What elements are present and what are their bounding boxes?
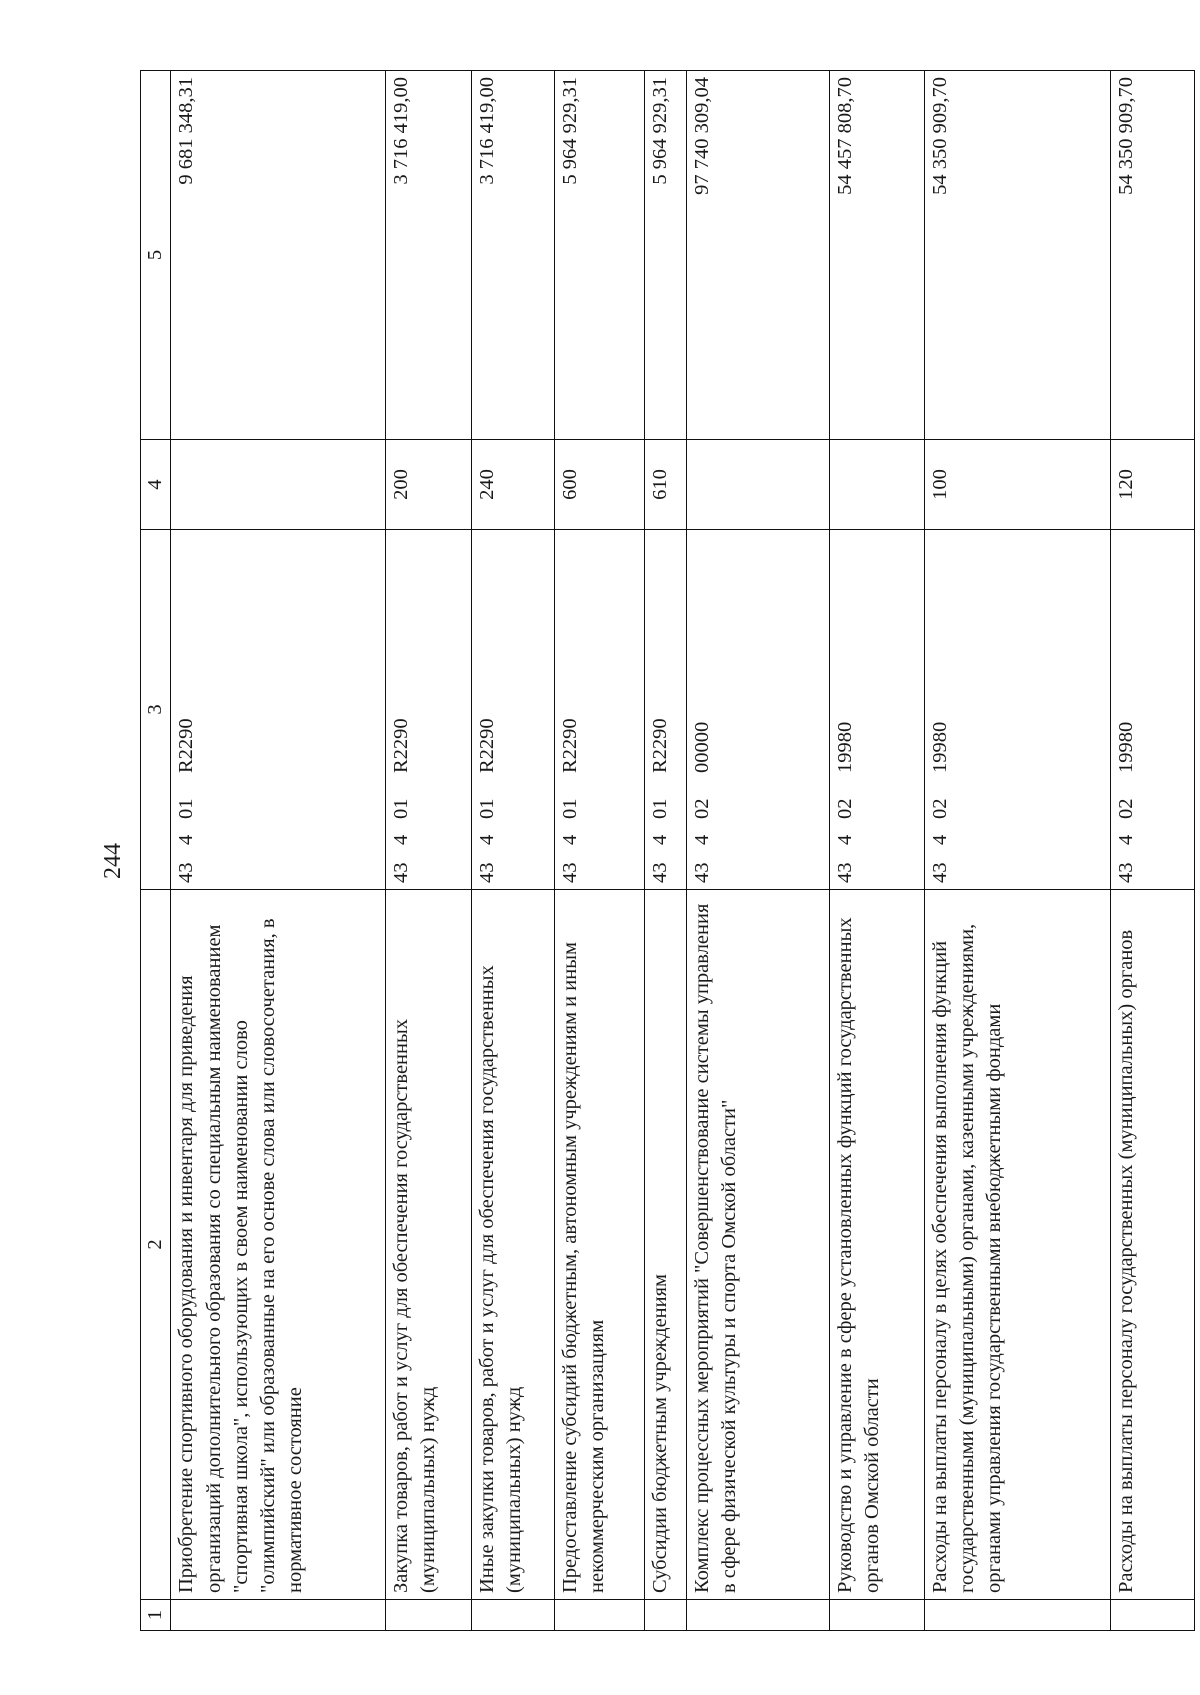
code-part: R2290 xyxy=(475,718,498,773)
expense-type-cell xyxy=(829,440,924,530)
code-cell xyxy=(687,530,829,890)
expense-type-cell: 100 xyxy=(924,440,1110,530)
header-col-5: 5 xyxy=(141,71,171,440)
row-number-cell xyxy=(386,1600,472,1631)
description-cell: Приобретение спортивного оборудования и инвентаря для приведения организаций дополнительного образования со специальным наименованием "спортивная школа", использующих в своем наименовании слово "олимпийский" или образованные на его основе слова или словосочетания, в нормативное состояние xyxy=(171,890,386,1600)
description-cell: Расходы на выплаты персоналу государственных (муниципальных) органов xyxy=(1110,890,1194,1600)
expense-type-cell: 120 xyxy=(1110,440,1194,530)
code-cell xyxy=(386,530,472,890)
code-part: 43 xyxy=(1114,862,1137,883)
code-part: 43 xyxy=(475,862,498,883)
amount-cell: 5 964 929,31 xyxy=(644,71,687,440)
row-number-cell xyxy=(471,1600,554,1631)
row-number-cell xyxy=(171,1600,386,1631)
code-part: 01 xyxy=(648,798,671,819)
description-cell: Руководство и управление в сфере установленных функций государственных органов Омской области xyxy=(829,890,924,1600)
code-part: 02 xyxy=(691,798,714,819)
code-part: 43 xyxy=(648,862,671,883)
code-part: 02 xyxy=(928,798,951,819)
table-row xyxy=(555,71,645,1631)
row-number-cell xyxy=(829,1600,924,1631)
code-cell xyxy=(471,530,554,890)
code-part: 00000 xyxy=(691,721,714,773)
table-row xyxy=(687,71,829,1631)
code-part: 4 xyxy=(175,834,198,845)
code-part: R2290 xyxy=(559,718,582,773)
code-part: 4 xyxy=(475,834,498,845)
table-row xyxy=(644,71,687,1631)
amount-cell: 54 350 909,70 xyxy=(1110,71,1194,440)
code-part: R2290 xyxy=(175,718,198,773)
code-part: 01 xyxy=(475,798,498,819)
amount-cell: 54 457 808,70 xyxy=(829,71,924,440)
code-part: 4 xyxy=(390,834,413,845)
code-part: 4 xyxy=(928,834,951,845)
amount-cell: 97 740 309,04 xyxy=(687,71,829,440)
code-part: 01 xyxy=(390,798,413,819)
header-row xyxy=(141,71,171,1631)
expense-type-cell: 610 xyxy=(644,440,687,530)
code-cell xyxy=(644,530,687,890)
code-part: 43 xyxy=(691,862,714,883)
code-part: 19980 xyxy=(928,721,951,773)
header-col-4: 4 xyxy=(141,440,171,530)
amount-cell: 54 350 909,70 xyxy=(924,71,1110,440)
code-part: 4 xyxy=(1114,834,1137,845)
expense-type-cell xyxy=(687,440,829,530)
table-row xyxy=(829,71,924,1631)
amount-cell: 3 716 419,00 xyxy=(386,71,472,440)
code-part: 43 xyxy=(833,862,856,883)
table-row xyxy=(171,71,386,1631)
expense-type-cell: 600 xyxy=(555,440,645,530)
description-cell: Предоставление субсидий бюджетным, автономным учреждениям и иным некоммерческим организациям xyxy=(555,890,645,1600)
code-cell xyxy=(555,530,645,890)
code-part: 02 xyxy=(1114,798,1137,819)
description-cell: Расходы на выплаты персоналу в целях обеспечения выполнения функций государственными (муниципальными) органами, казенными учреждениями, органами управления государственными внебюджетными фондами xyxy=(924,890,1110,1600)
row-number-cell xyxy=(555,1600,645,1631)
row-number-cell xyxy=(687,1600,829,1631)
budget-table-container xyxy=(140,71,1195,1631)
code-part: R2290 xyxy=(390,718,413,773)
code-part: 43 xyxy=(175,862,198,883)
amount-cell: 3 716 419,00 xyxy=(471,71,554,440)
code-cell xyxy=(924,530,1110,890)
code-part: 4 xyxy=(559,834,582,845)
description-cell: Комплекс процессных мероприятий "Совершенствование системы управления в сфере физической культуры и спорта Омской области" xyxy=(687,890,829,1600)
header-col-2: 2 xyxy=(141,890,171,1600)
table-row xyxy=(1110,71,1194,1631)
expense-type-cell: 240 xyxy=(471,440,554,530)
expense-type-cell: 200 xyxy=(386,440,472,530)
row-number-cell xyxy=(644,1600,687,1631)
code-part: 01 xyxy=(175,798,198,819)
code-part: 19980 xyxy=(833,721,856,773)
amount-cell: 5 964 929,31 xyxy=(555,71,645,440)
header-col-1: 1 xyxy=(141,1600,171,1631)
amount-cell: 9 681 348,31 xyxy=(171,71,386,440)
code-part: R2290 xyxy=(648,718,671,773)
code-part: 43 xyxy=(559,862,582,883)
description-cell: Иные закупки товаров, работ и услуг для обеспечения государственных (муниципальных) нужд xyxy=(471,890,554,1600)
description-cell: Закупка товаров, работ и услуг для обеспечения государственных (муниципальных) нужд xyxy=(386,890,472,1600)
code-part: 43 xyxy=(390,862,413,883)
code-part: 4 xyxy=(833,834,856,845)
description-cell: Субсидии бюджетным учреждениям xyxy=(644,890,687,1600)
header-col-3: 3 xyxy=(141,530,171,890)
row-number-cell xyxy=(1110,1600,1194,1631)
code-part: 19980 xyxy=(1114,721,1137,773)
code-cell xyxy=(1110,530,1194,890)
table-row xyxy=(924,71,1110,1631)
code-part: 01 xyxy=(559,798,582,819)
code-part: 4 xyxy=(648,834,671,845)
code-part: 02 xyxy=(833,798,856,819)
table-row xyxy=(386,71,472,1631)
row-number-cell xyxy=(924,1600,1110,1631)
budget-table xyxy=(140,70,1195,1631)
code-cell xyxy=(829,530,924,890)
code-part: 4 xyxy=(691,834,714,845)
page-number: 244 xyxy=(100,843,126,879)
table-row xyxy=(471,71,554,1631)
code-part: 43 xyxy=(928,862,951,883)
expense-type-cell xyxy=(171,440,386,530)
code-cell xyxy=(171,530,386,890)
